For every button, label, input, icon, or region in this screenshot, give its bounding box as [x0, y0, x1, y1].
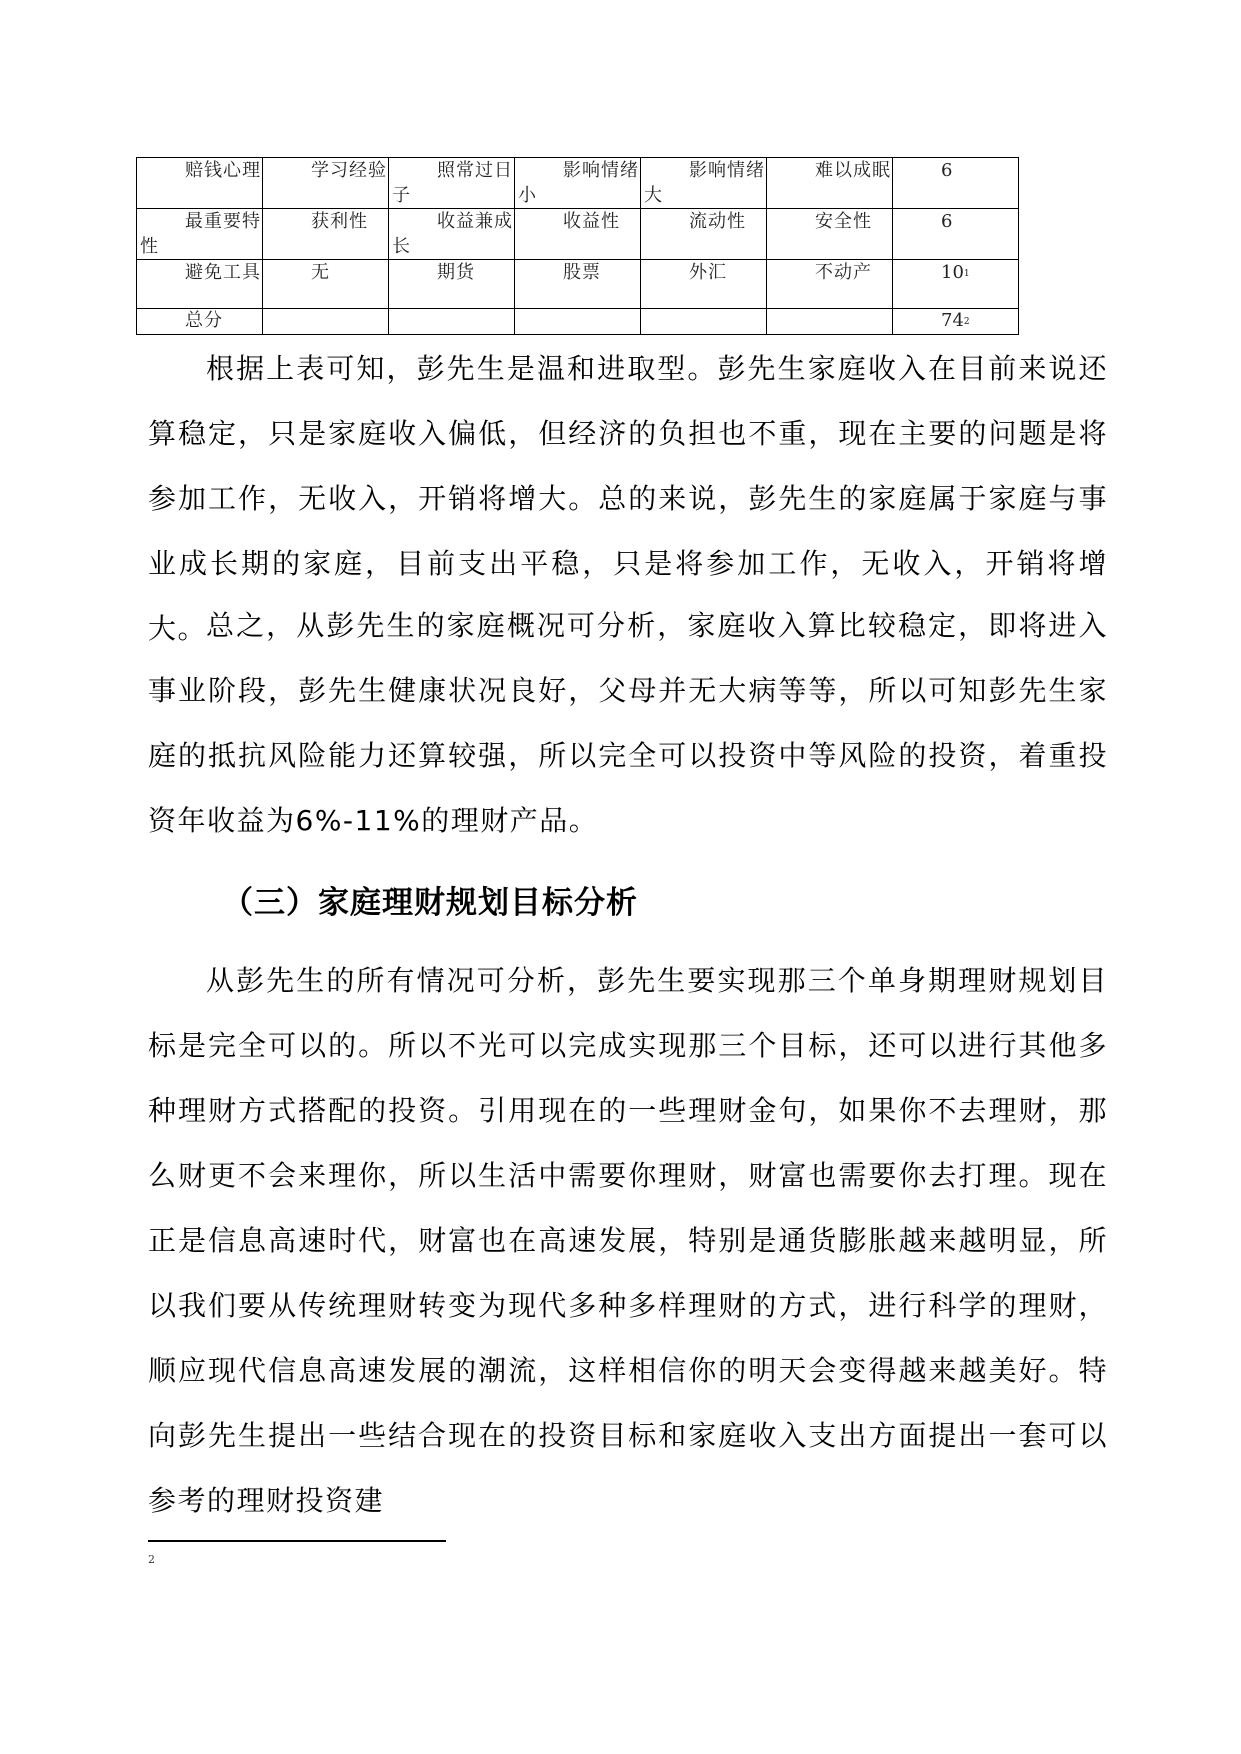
row-label-cell	[137, 158, 263, 209]
option-cell	[641, 260, 767, 309]
table-row	[137, 260, 1019, 309]
score-wrap	[893, 209, 1018, 234]
score-cell	[893, 260, 1019, 309]
cell-text: 外汇	[689, 262, 727, 283]
option-cell	[515, 309, 641, 335]
option-cell	[515, 158, 641, 209]
table-row	[137, 309, 1019, 335]
score-cell	[893, 209, 1019, 260]
option-cell	[641, 309, 767, 335]
option-cell	[263, 158, 389, 209]
option-cell	[515, 209, 641, 260]
cell-text: 照常过日子	[392, 160, 513, 206]
row-label-cell	[137, 260, 263, 309]
risk-score-table	[136, 157, 1019, 335]
cell-text: 收益兼成长	[392, 211, 513, 257]
score-value: 74	[941, 310, 964, 331]
option-cell	[389, 309, 515, 335]
score-wrap	[893, 309, 1018, 334]
score-value: 6	[941, 160, 953, 181]
cell-text: 无	[311, 262, 330, 283]
footnote-ref: 1	[963, 269, 970, 279]
option-cell	[767, 309, 893, 335]
score-value: 10	[941, 262, 964, 283]
option-cell	[515, 260, 641, 309]
option-cell	[263, 309, 389, 335]
table-row	[137, 209, 1019, 260]
cell-text: 不动产	[815, 262, 872, 283]
cell-text: 影响情绪小	[518, 160, 639, 206]
option-cell	[641, 158, 767, 209]
cell-text: 安全性	[815, 211, 872, 232]
cell-text: 期货	[437, 262, 475, 283]
option-cell	[767, 158, 893, 209]
paragraph-risk-type: 根据上表可知，彭先生是温和进取型。彭先生家庭收入在目前来说还算稳定，只是家庭收入偏低，但经济的负担也不重，现在主要的问题是将参加工作，无收入，开销将增大。总的来说，彭先生的家庭属于家庭与事业成长期的家庭，目前支出平稳，只是将参加工作，无收入，开销将增大。	[148, 352, 1108, 645]
row-label-cell	[137, 309, 263, 335]
cell-text: 最重要特性	[140, 211, 261, 257]
cell-text: 获利性	[311, 211, 368, 232]
cell-text: 股票	[563, 262, 601, 283]
score-wrap	[893, 158, 1018, 183]
section-heading: （三）家庭理财规划目标分析	[222, 885, 638, 921]
cell-text: 学习经验	[311, 160, 387, 181]
option-cell	[389, 209, 515, 260]
cell-text: 总分	[185, 310, 223, 331]
cell-text: 赔钱心理	[185, 160, 261, 181]
option-cell	[767, 260, 893, 309]
option-cell	[641, 209, 767, 260]
table-row	[137, 158, 1019, 209]
option-cell	[263, 260, 389, 309]
option-cell	[389, 158, 515, 209]
cell-text: 避免工具	[185, 262, 261, 283]
cell-text: 收益性	[563, 211, 620, 232]
option-cell	[767, 209, 893, 260]
footnote-ref: 2	[963, 317, 970, 327]
paragraph-goal-analysis: 从彭先生的所有情况可分析，彭先生要实现那三个单身期理财规划目标是完全可以的。所以不光可以完成实现那三个目标，还可以进行其他多种理财方式搭配的投资。引用现在的一些理财金句，如果你不去理财，那么财更不会来理你，所以生活中需要你理财，财富也需要你去打理。现在正是信息高速时代，财富也在高速发展，特别是通货膨胀越来越明显，所以我们要从传统理财转变为现代多种多样理财的方式，进行科学的理财，顺应现代信息高速发展的潮流，这样相信你的明天会变得越来越美好。特向彭先生提出一些结合现在的投资目标和家庭收入支出方面提出一套可以参考的理财投资建	[148, 964, 1108, 1517]
score-value: 6	[941, 211, 953, 232]
footnote-separator	[148, 1540, 446, 1542]
score-cell	[893, 158, 1019, 209]
footnote-mark: 2	[148, 1553, 155, 1566]
option-cell	[389, 260, 515, 309]
cell-text: 影响情绪大	[644, 160, 765, 206]
option-cell	[263, 209, 389, 260]
row-label-cell	[137, 209, 263, 260]
score-wrap	[893, 260, 1018, 287]
paragraph-risk-summary: 总之，从彭先生的家庭概况可分析，家庭收入算比较稳定，即将进入事业阶段，彭先生健康状况良好，父母并无大病等等，所以可知彭先生家庭的抵抗风险能力还算较强，所以完全可以投资中等风险的投资，着重投资年收益为6%-11%的理财产品。	[148, 609, 1108, 837]
score-cell	[893, 309, 1019, 335]
cell-text: 流动性	[689, 211, 746, 232]
cell-text: 难以成眠	[815, 160, 891, 181]
